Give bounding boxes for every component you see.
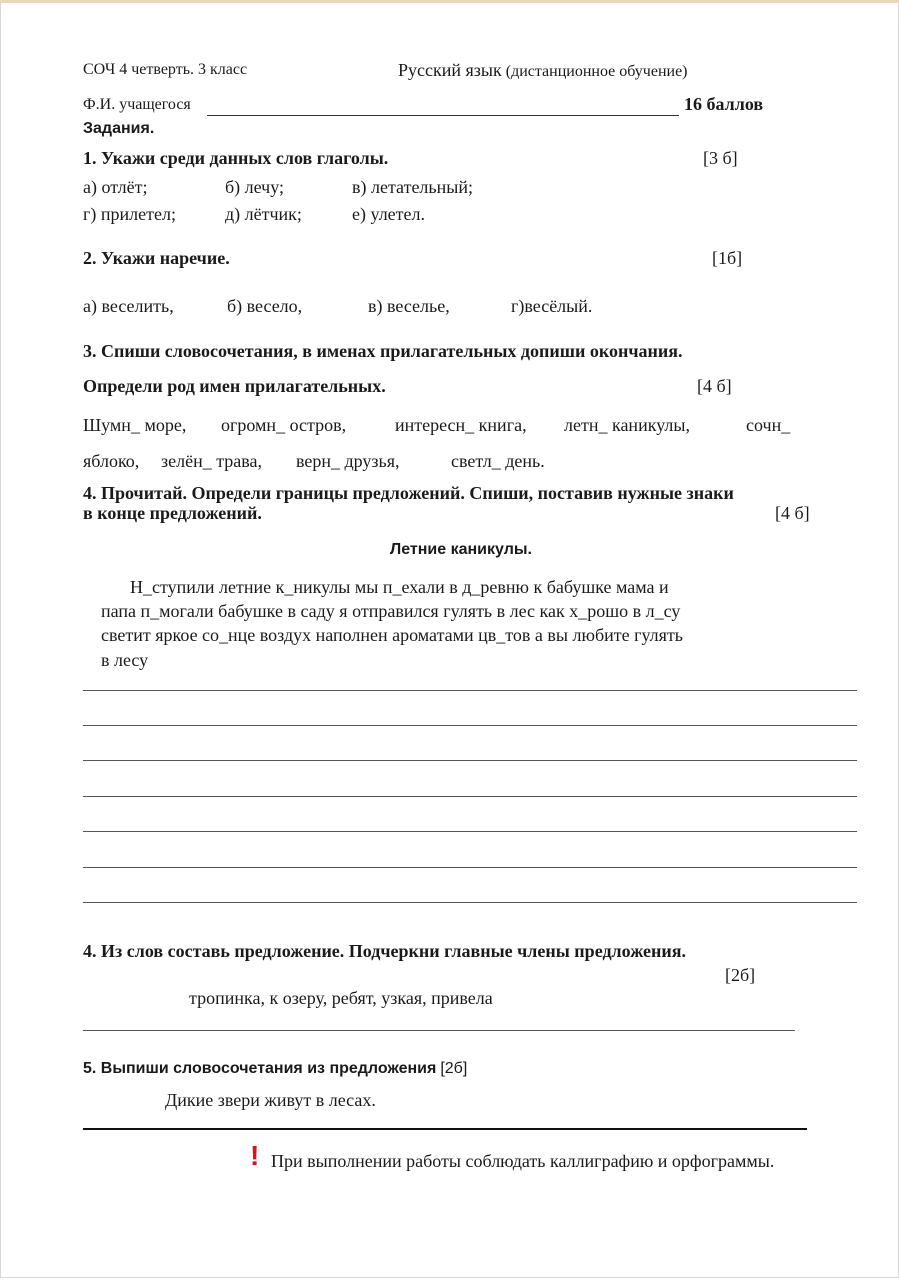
answer-line[interactable]: [83, 760, 857, 761]
answer-line[interactable]: [83, 867, 857, 868]
answer-line[interactable]: [83, 725, 857, 726]
task1-option-f: е) улетел.: [352, 204, 426, 224]
task2-title: 2. Укажи наречие.: [83, 248, 230, 268]
task3-phrase-3: интересн_ книга,: [395, 415, 527, 435]
task2-option-d: г)весёлый.: [511, 296, 593, 316]
task1-option-b: б) лечу;: [225, 177, 284, 197]
answer-line[interactable]: [83, 690, 857, 691]
task4-text-title: Летние каникулы.: [390, 541, 532, 558]
task3-phrase-8: верн_ друзья,: [296, 451, 400, 471]
task3-title-line2: Определи род имен прилагательных.: [83, 376, 386, 396]
task3-phrase-4: летн_ каникулы,: [564, 415, 690, 435]
task3-phrase-5: сочн_: [746, 415, 791, 435]
task6-heading: [83, 1060, 467, 1078]
task3-phrase-2: огромн_ остров,: [221, 415, 347, 435]
task1-title: 1. Укажи среди данных слов глаголы.: [83, 148, 389, 168]
task4-text-line: папа п_могали бабушке в саду я отправился гулять в лес как х_рошо в л_су: [101, 601, 681, 621]
subject-title: Русский язык: [398, 60, 502, 80]
task5-points: [2б]: [725, 965, 756, 985]
task6-points: [2б]: [440, 1060, 468, 1077]
task4-text-line: Н_ступили летние к_никулы мы п_ехали в д_ревню к бабушке мама и: [130, 577, 669, 597]
footer-note: При выполнении работы соблюдать каллиграфию и орфограммы.: [271, 1151, 775, 1171]
answer-line[interactable]: [83, 831, 857, 832]
task3-phrase-9: светл_ день.: [451, 451, 545, 471]
header-class-info: СОЧ 4 четверть. 3 класс: [83, 61, 248, 78]
answer-line[interactable]: [83, 902, 857, 903]
header-subject: [398, 60, 688, 81]
task5-words: тропинка, к озеру, ребят, узкая, привела: [189, 988, 493, 1008]
task3-phrase-7: зелён_ трава,: [161, 451, 263, 471]
task4-title-line2: в конце предложений.: [83, 503, 262, 523]
task2-option-b: б) весело,: [227, 296, 303, 316]
task5-title: 4. Из слов составь предложение. Подчеркни главные члены предложения.: [83, 941, 686, 961]
task3-phrase-6: яблоко,: [83, 451, 140, 471]
task3-points: [4 б]: [697, 376, 732, 396]
task5-answer-line[interactable]: [83, 1030, 795, 1031]
answer-line[interactable]: [83, 796, 857, 797]
task3-phrase-1: Шумн_ море,: [83, 415, 187, 435]
task4-text-line: в лесу: [101, 650, 149, 670]
task6-sentence: Дикие звери живут в лесах.: [165, 1090, 376, 1110]
task1-option-a: а) отлёт;: [83, 177, 148, 197]
subject-note: (дистанционное обучение): [501, 63, 688, 80]
task6-answer-line[interactable]: [83, 1128, 807, 1130]
task2-points: [1б]: [712, 248, 743, 268]
task6-title: 5. Выпиши словосочетания из предложения: [83, 1060, 437, 1077]
task4-text-line: светит яркое со_нце воздух наполнен ароматами цв_тов а вы любите гулять: [101, 625, 684, 645]
task1-points: [3 б]: [703, 148, 738, 168]
warning-exclamation-icon: !: [250, 1140, 260, 1171]
task4-points: [4 б]: [775, 503, 810, 523]
task1-option-d: г) прилетел;: [83, 204, 176, 224]
total-points: 16 баллов: [684, 94, 764, 114]
student-name-line[interactable]: [207, 115, 679, 116]
page-top-stripe: [0, 0, 899, 3]
task2-option-a: а) веселить,: [83, 296, 174, 316]
task2-option-c: в) веселье,: [368, 296, 450, 316]
task3-title-line1: 3. Спиши словосочетания, в именах прилагательных допиши окончания.: [83, 341, 683, 361]
task1-option-c: в) летательный;: [352, 177, 473, 197]
task1-option-e: д) лётчик;: [225, 204, 302, 224]
tasks-heading: Задания.: [83, 120, 155, 137]
task4-title-line1: 4. Прочитай. Определи границы предложений. Спиши, поставив нужные знаки: [83, 483, 734, 503]
student-name-label: Ф.И. учащегося: [83, 96, 191, 113]
